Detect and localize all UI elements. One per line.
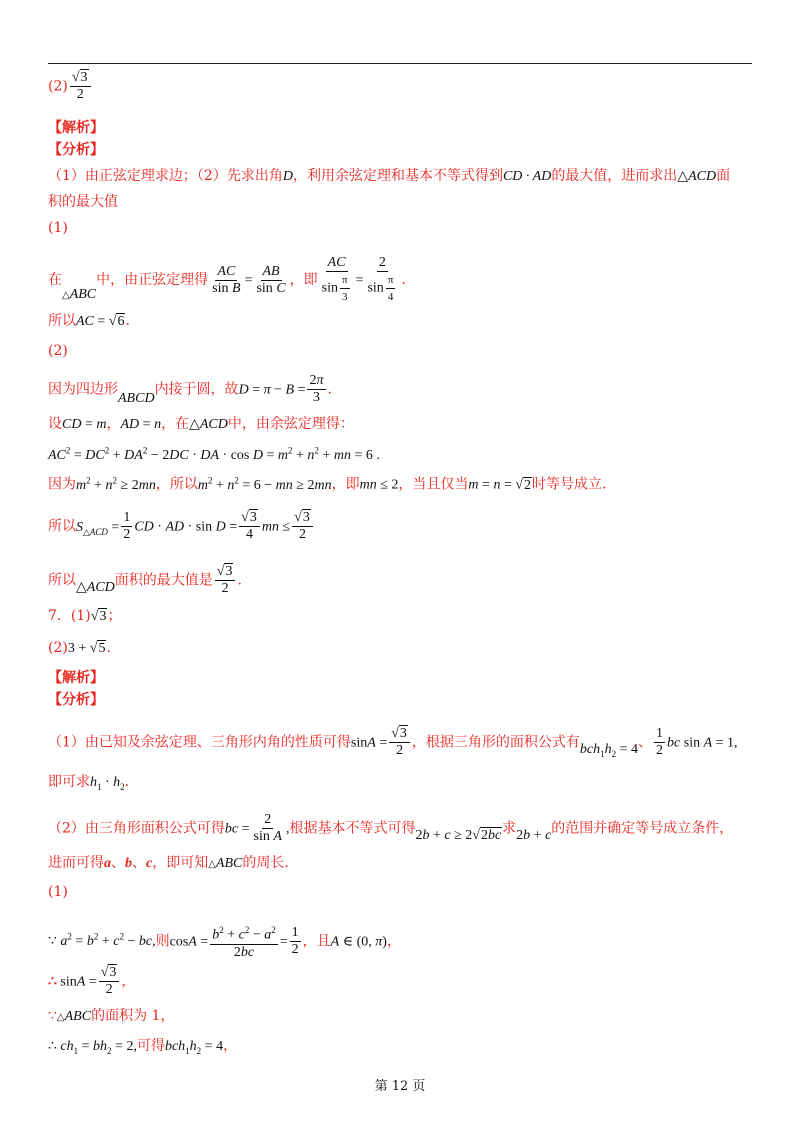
q7-part1-label: (1): [48, 884, 68, 900]
q6-inequality-line: 因为$m^2 + n^2 \ge 2mn$，所以$m^2 + n^2 = 6$ − mn ≥ 2mn，即mn ≤ 2，当且仅当m = n = √2时等号成立.: [48, 475, 607, 493]
page-footer: 第 12 页: [374, 1079, 426, 1094]
q7-sin-result: ∴ sinA = $\frac{√3}{2}$ ，: [48, 965, 136, 997]
q7-analysis-1b: 即可求$h_1 \cdot h_2$.: [48, 774, 130, 792]
q6-angle-d-line: 因为四边形ABCD内接于圆，故D = π − B = $\frac{2\pi}{3}$ .: [48, 373, 332, 406]
q6-fenxi-label: 【分析】: [48, 142, 104, 158]
q7-analysis-1: （1）由已知及余弦定理、三角形内角的性质可得sinA = $\frac{√3}{2}$ ，根据三角形的面积公式有$bch_1h_2 = 4$、 $\frac{1}{2}$ bc sin A = 1,: [48, 726, 738, 759]
q7-analysis-2: （2）由三角形面积公式可得bc = $\frac{2}{\text{sin A}}$ ,根据基本不等式可得2b + c ≥ 2√2bc求2b + c的范围并确定等号成立条件，: [48, 812, 734, 844]
q6-answer-2: (2) $\frac{√3}{2}$: [48, 70, 93, 103]
header-rule: [48, 63, 752, 64]
q6-sine-rule-line: 在△ABC中，由正弦定理得 $\frac{AC}{\text{sin B}}$ = $\frac{AB}{\text{sin C}}$ ，即 AC sin $\frac{\pi}{3}$ = 2 sin $\frac{\pi}{4}$ .: [48, 255, 406, 303]
q6-analysis-line2: 积的最大值: [48, 194, 118, 210]
q7-jiexi-label: 【解析】: [48, 670, 104, 686]
q6-analysis-line1: （1）由正弦定理求边；（2）先求出角D，利用余弦定理和基本不等式得到CD · AD的最大值，进而求出△ACD面: [48, 168, 731, 184]
q6-ac-result: 所以AC = √6.: [48, 313, 130, 329]
q7-area-given: ∵△ABC的面积为 1，: [48, 1008, 175, 1024]
q6-part2-label: (2): [48, 343, 68, 359]
q7-answer-2: (2)3 + √5.: [48, 640, 111, 656]
q6-area-bound: 所以$S_{\triangle ACD}$ = $\frac{1}{2}$ CD · AD · sin D = $\frac{√3}{4}$ mn ≤ $\frac{√3}{2}$: [48, 510, 315, 543]
q6-max-area: 所以△ACD面积的最大值是 $\frac{√3}{2}$ .: [48, 564, 242, 596]
q6-set-line: 设CD = m，AD = n，在△ACD中，由余弦定理得：: [48, 416, 354, 432]
q6-jiexi-label: 【解析】: [48, 120, 104, 136]
q7-answer-1: 7．(1)√3；: [48, 608, 122, 624]
q7-analysis-2b: 进而可得a、b、c，即可知△ABC的周长.: [48, 855, 289, 871]
q7-heights-line: ∴ $ch_1 = bh_2 = 2$,可得$bch_1h_2 = 4$，: [48, 1038, 238, 1056]
q6-cosine-rule-eq: $AC^2 = DC^2 + DA^2 - 2DC$ · DA · $\cos D = m^2 + n^2$ + mn = 6 .: [48, 445, 380, 463]
q7-cos-line: ∵ $a^2 = b^2 + c^2$ − bc,则cosA = $\frac{b^2 + c^2 - a^2}{2bc}$ = $\frac{1}{2}$ ，且A ∈ (0, π)，: [48, 922, 401, 961]
q6-part1-label: (1): [48, 220, 68, 236]
q7-fenxi-label: 【分析】: [48, 692, 104, 708]
